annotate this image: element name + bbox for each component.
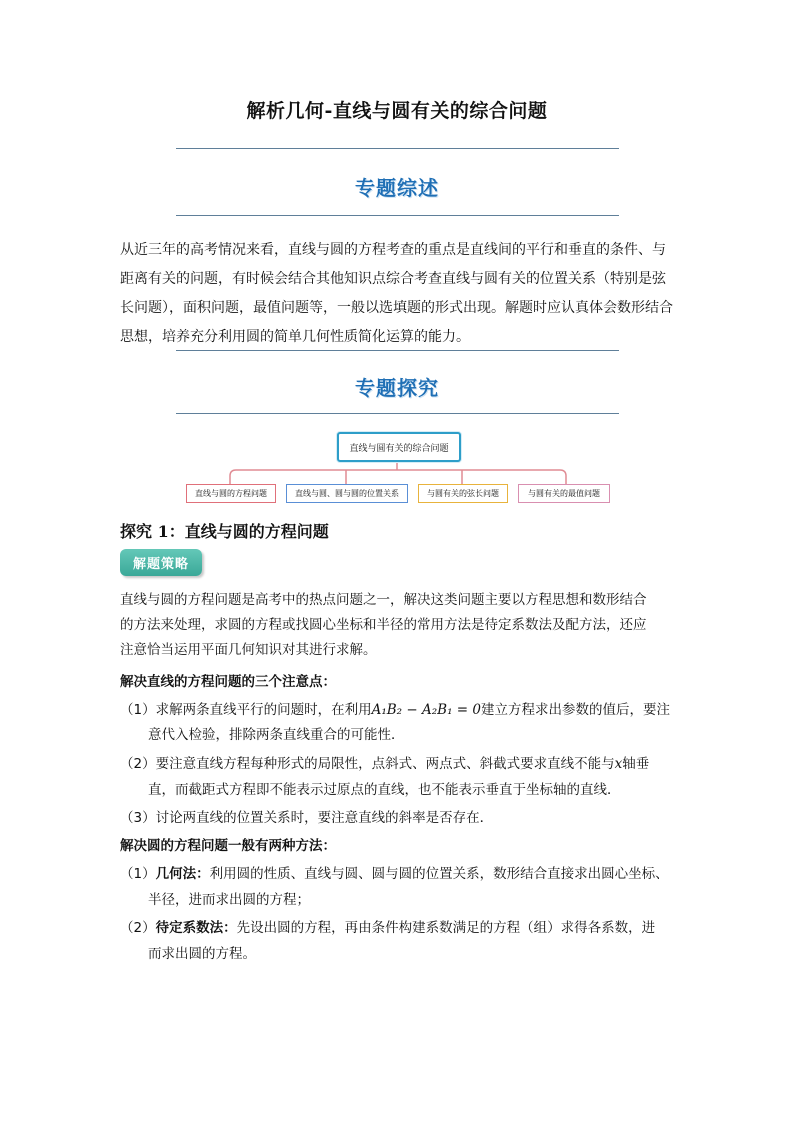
- connector-line: [230, 460, 566, 484]
- method-text: 利用圆的性质、直线与圆、圆与圆的位置关系，数形结合直接求出圆心坐标、: [209, 866, 669, 882]
- strategy-paragraph: [120, 588, 680, 663]
- note-1-line-2: 意代入检验，排除两条直线重合的可能性．: [148, 727, 405, 743]
- method-1-line-2: 半径，进而求出圆的方程；: [148, 892, 310, 908]
- note-text: 轴垂: [622, 756, 650, 772]
- note-2-line-2: 直，而截距式方程即不能表示过原点的直线，也不能表示垂直于坐标轴的直线．: [148, 782, 621, 798]
- method-2-line-2: 而求出圆的方程。: [148, 946, 256, 962]
- strategy-line: 注意恰当运用平面几何知识对其进行求解。: [120, 642, 377, 658]
- explore-title: 探究 1：直线与圆的方程问题: [120, 522, 329, 541]
- mindmap-node: 直线与圆、圆与圆的位置关系: [286, 484, 408, 503]
- formula: A₁B₂ − A₂B₁ = 0: [371, 702, 481, 718]
- method-1-line-1: [120, 864, 669, 884]
- note-1-line-1: [120, 700, 670, 720]
- method-name: 几何法：: [155, 866, 210, 882]
- note-text: （2）要注意直线方程每种形式的局限性，点斜式、两点式、斜截式要求直线不能与: [120, 756, 615, 772]
- strategy-line: 的方法来处理，求圆的方程或找圆心坐标和半径的常用方法是待定系数法及配方法，还应: [120, 617, 647, 633]
- method-text: 先设出圆的方程，再由条件构建系数满足的方程（组）求得各系数，进: [236, 920, 656, 936]
- document-title: 解析几何-直线与圆有关的综合问题: [246, 100, 548, 122]
- method-2-line-1: [120, 918, 655, 938]
- method-prefix: （2）: [120, 920, 156, 936]
- strategy-line: 直线与圆的方程问题是高考中的热点问题之一，解决这类问题主要以方程思想和数形结合: [120, 592, 647, 608]
- section-heading-explore: 专题探究: [355, 376, 439, 400]
- mindmap-node: 与圆有关的弦长问题: [418, 484, 508, 503]
- mindmap-node: 与圆有关的最值问题: [518, 484, 610, 503]
- methods-heading: 解决圆的方程问题一般有两种方法：: [120, 838, 336, 854]
- method-prefix: （1）: [120, 866, 156, 882]
- mindmap-node: 直线与圆的方程问题: [186, 484, 276, 503]
- method-name: 待定系数法：: [155, 920, 237, 936]
- note-text: （1）求解两条直线平行的问题时，在利用: [120, 702, 372, 718]
- intro-line: 思想，培养充分利用圆的简单几何性质简化运算的能力。: [120, 329, 470, 345]
- connector-line: [346, 470, 462, 484]
- note-3: （3）讨论两直线的位置关系时，要注意直线的斜率是否存在．: [120, 810, 494, 826]
- notes-heading: 解决直线的方程问题的三个注意点：: [120, 674, 336, 690]
- mindmap-root: 直线与圆有关的综合问题: [337, 432, 461, 462]
- strategy-badge: 解题策略: [120, 549, 202, 576]
- variable-x: x: [614, 756, 623, 772]
- intro-line: 长问题），面积问题，最值问题等，一般以选填题的形式出现。解题时应认真体会数形结合: [120, 300, 673, 316]
- note-text: 建立方程求出参数的值后，要注: [480, 702, 670, 718]
- note-2-line-1: [120, 754, 649, 774]
- intro-line: 距离有关的问题，有时候会结合其他知识点综合考查直线与圆有关的位置关系（特别是弦: [120, 271, 666, 287]
- section-heading-overview: 专题综述: [355, 176, 439, 200]
- intro-line: 从近三年的高考情况来看，直线与圆的方程考查的重点是直线间的平行和垂直的条件、与: [120, 242, 666, 258]
